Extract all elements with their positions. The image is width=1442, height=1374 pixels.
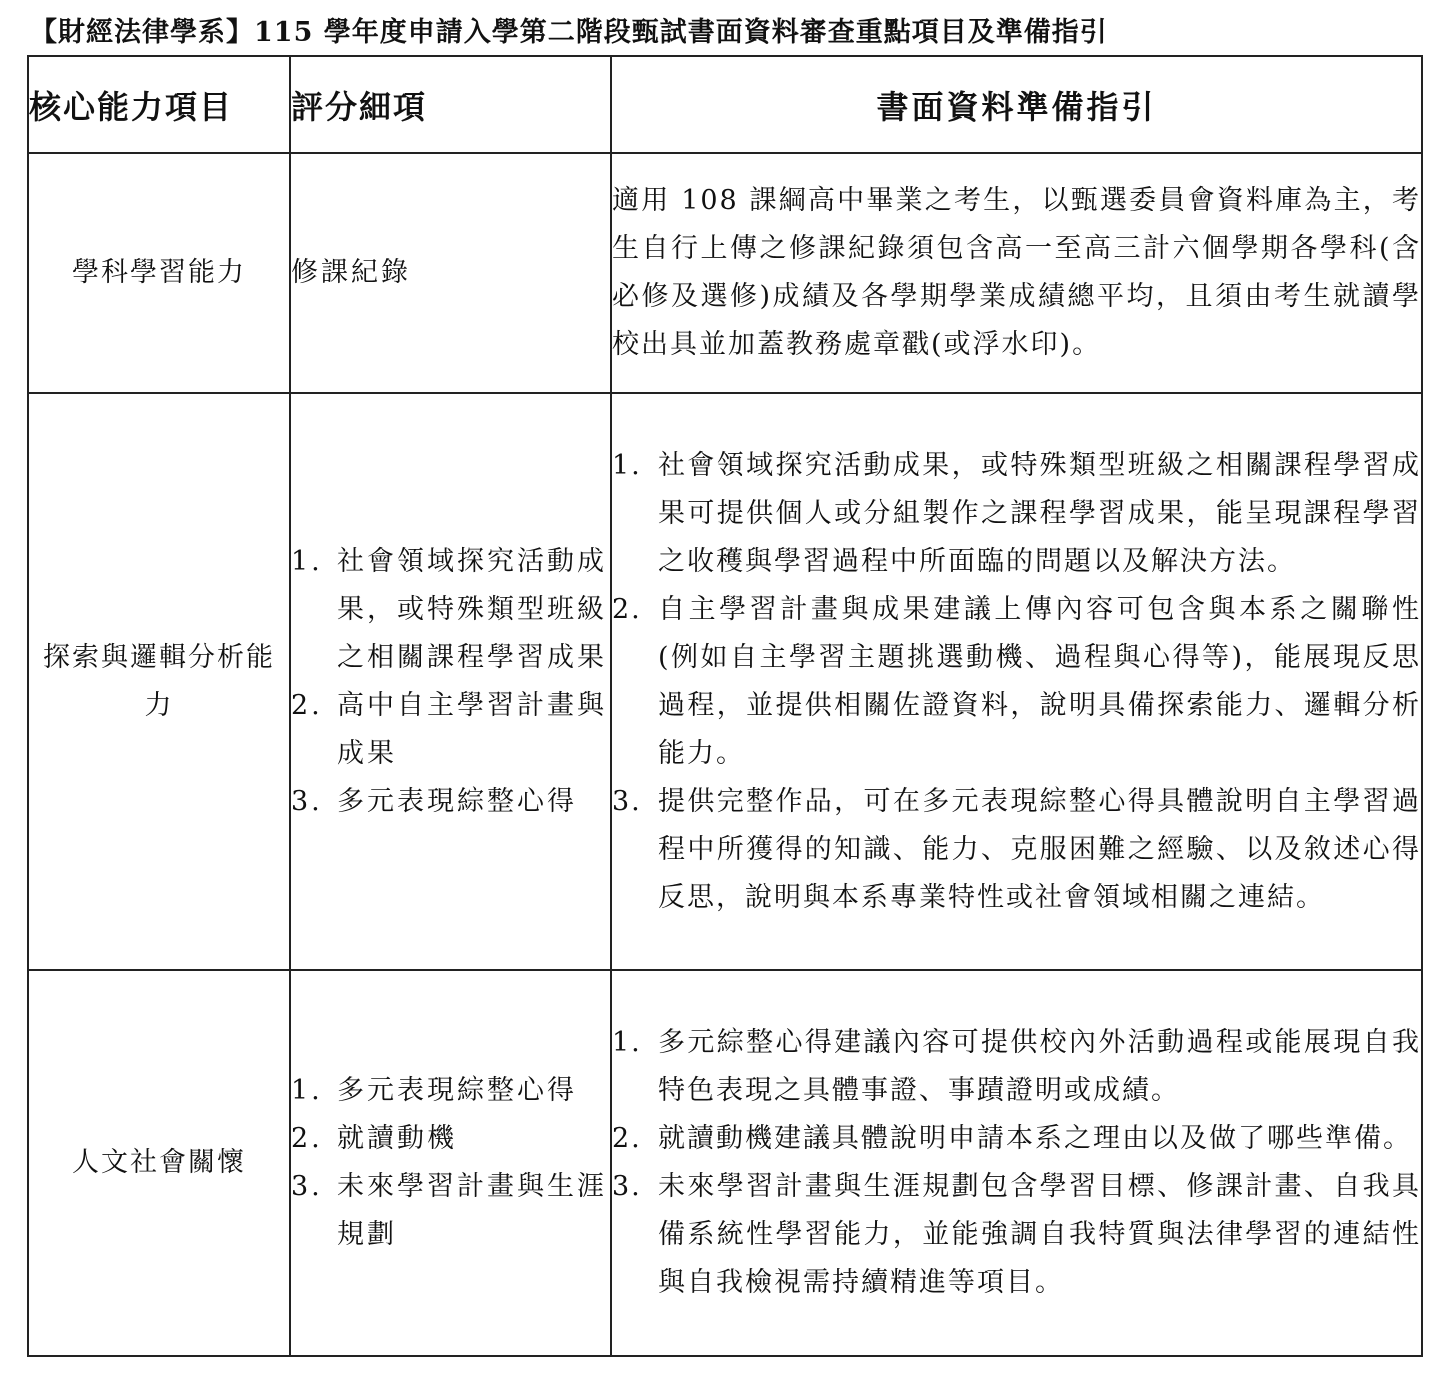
list-item xyxy=(291,778,610,826)
guide-cell xyxy=(611,970,1422,1356)
list-item xyxy=(612,778,1421,922)
list-text: 就讀動機 xyxy=(337,1123,457,1154)
list-number: 1. xyxy=(612,449,642,481)
scoring-item-cell xyxy=(290,153,611,393)
guide-text: 適用 108 課綱高中畢業之考生，以甄選委員會資料庫為主，考生自行上傳之修課紀錄須包含高一至高三計六個學期各學科(含必修及選修)成績及各學期學業成績總平均，且須由考生就讀學校出具並加蓋教務處章戳(或浮水印)。 xyxy=(612,185,1421,360)
list-number: 3. xyxy=(612,785,642,817)
list-item xyxy=(612,1019,1421,1115)
table-row xyxy=(28,153,1422,393)
list-item xyxy=(291,1115,610,1163)
document-title: 【財經法律學系】115 學年度申請入學第二階段甄試書面資料審查重點項目及準備指引 xyxy=(30,17,1108,48)
list-text: 多元綜整心得建議內容可提供校內外活動過程或能展現自我特色表現之具體事證、事蹟證明或成績。 xyxy=(658,1027,1421,1106)
list-item xyxy=(612,442,1421,586)
list-number: 2. xyxy=(612,1123,642,1154)
list-item xyxy=(612,586,1421,778)
list-item xyxy=(612,1115,1421,1163)
list-item xyxy=(291,1163,610,1259)
list-number: 3. xyxy=(291,785,323,817)
scoring-item-text: 修課紀錄 xyxy=(291,257,411,288)
list-text: 就讀動機建議具體說明申請本系之理由以及做了哪些準備。 xyxy=(658,1123,1412,1154)
list-item xyxy=(612,1163,1421,1307)
list-item xyxy=(291,682,610,778)
guide-list xyxy=(612,1019,1421,1307)
scoring-item-list xyxy=(291,538,610,826)
list-text: 提供完整作品，可在多元表現綜整心得具體說明自主學習過程中所獲得的知識、能力、克服困難之經驗、以及敘述心得反思，說明與本系專業特性或社會領域相關之連結。 xyxy=(658,785,1421,913)
list-number: 2. xyxy=(291,1123,323,1154)
list-text: 社會領域探究活動成果，或特殊類型班級之相關課程學習成果可提供個人或分組製作之課程學習成果，能呈現課程學習之收穫與學習過程中所面臨的問題以及解決方法。 xyxy=(658,449,1421,577)
list-item xyxy=(291,1067,610,1115)
list-number: 2. xyxy=(291,689,323,721)
list-text: 未來學習計畫與生涯規劃 xyxy=(337,1171,607,1250)
guide-cell xyxy=(611,393,1422,970)
list-text: 未來學習計畫與生涯規劃包含學習目標、修課計畫、自我具備系統性學習能力，並能強調自我特質與法律學習的連結性與自我檢視需持續精進等項目。 xyxy=(658,1171,1421,1298)
list-number: 3. xyxy=(291,1171,323,1202)
list-number: 3. xyxy=(612,1171,642,1202)
capability-cell: 探索與邏輯分析能力 xyxy=(28,393,290,970)
list-number: 1. xyxy=(612,1027,642,1058)
list-text: 自主學習計畫與成果建議上傳內容可包含與本系之關聯性(例如自主學習主題挑選動機、過程與心得等)，能展現反思過程，並提供相關佐證資料，說明具備探索能力、邏輯分析能力。 xyxy=(658,593,1421,769)
criteria-table xyxy=(27,55,1423,1357)
capability-cell: 學科學習能力 xyxy=(28,153,290,393)
header-preparation-guide: 書面資料準備指引 xyxy=(611,56,1422,153)
list-number: 1. xyxy=(291,1075,323,1106)
guide-list xyxy=(612,442,1421,922)
table-header-row xyxy=(28,56,1422,153)
list-item xyxy=(291,538,610,682)
list-text: 高中自主學習計畫與成果 xyxy=(337,689,607,769)
header-core-capability: 核心能力項目 xyxy=(28,56,290,153)
guide-cell xyxy=(611,153,1422,393)
list-number: 2. xyxy=(612,593,642,625)
scoring-item-list xyxy=(291,1067,610,1259)
list-number: 1. xyxy=(291,545,323,577)
list-text: 社會領域探究活動成果，或特殊類型班級之相關課程學習成果 xyxy=(337,545,607,673)
table-row xyxy=(28,393,1422,970)
table-row xyxy=(28,970,1422,1356)
header-scoring-item: 評分細項 xyxy=(290,56,611,153)
scoring-item-cell xyxy=(290,970,611,1356)
scoring-item-cell xyxy=(290,393,611,970)
capability-cell: 人文社會關懷 xyxy=(28,970,290,1356)
list-text: 多元表現綜整心得 xyxy=(337,785,577,817)
list-text: 多元表現綜整心得 xyxy=(337,1075,577,1106)
